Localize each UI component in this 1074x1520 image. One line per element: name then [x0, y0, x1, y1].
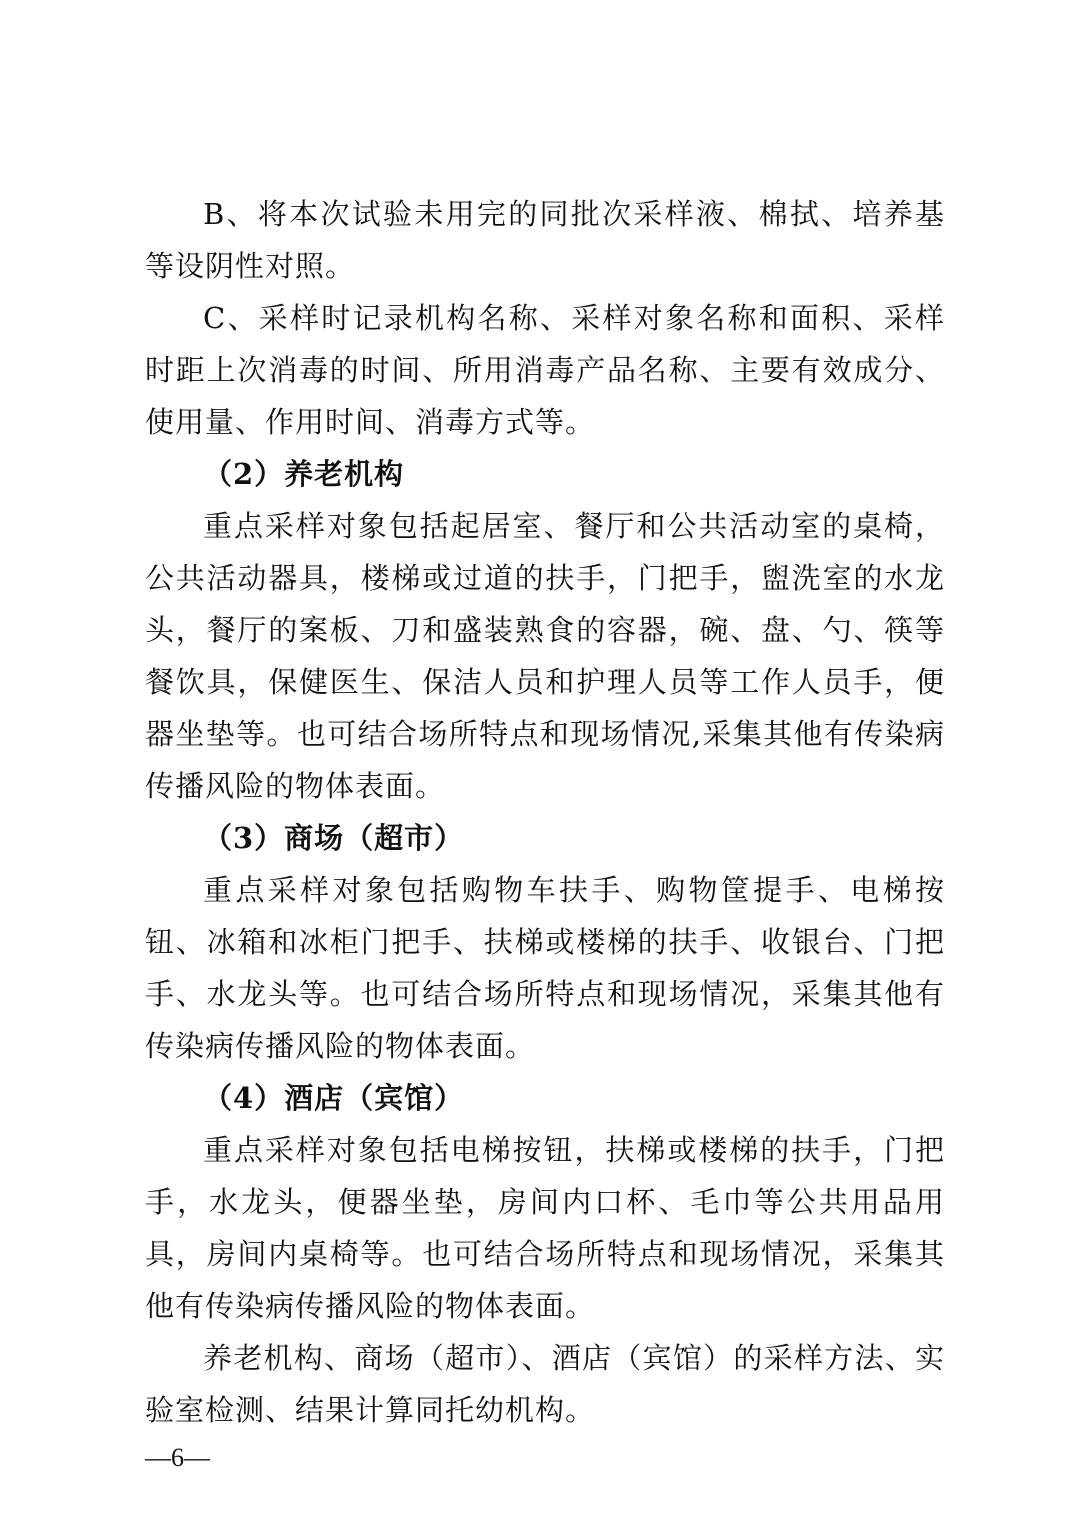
document-body [145, 188, 945, 1436]
page-number: —6— [145, 1443, 210, 1472]
paragraph-c-sampling-record: C、采样时记录机构名称、采样对象名称和面积、采样时距上次消毒的时间、所用消毒产品名称、主要有效成分、使用量、作用时间、消毒方式等。 [145, 301, 945, 439]
paragraph-elderly-care-objects: 重点采样对象包括起居室、餐厅和公共活动室的桌椅，公共活动器具，楼梯或过道的扶手，门把手，盥洗室的水龙头，餐厅的案板、刀和盛装熟食的容器，碗、盘、勺、筷等餐饮具，保健医生、保洁人员和护理人员等工作人员手，便器坐垫等。也可结合场所特点和现场情况,采集其他有传染病传播风险的物体表面。 [145, 509, 945, 803]
section-heading-hotel: （4）酒店（宾馆） [203, 1081, 465, 1115]
paragraph-b-negative-control: B、将本次试验未用完的同批次采样液、棉拭、培养基等设阴性对照。 [145, 197, 945, 283]
section-heading-shopping-mall: （3）商场（超市） [203, 821, 465, 855]
paragraph-methods-summary: 养老机构、商场（超市）、酒店（宾馆）的采样方法、实验室检测、结果计算同托幼机构。 [145, 1341, 945, 1427]
paragraph-shopping-mall-objects: 重点采样对象包括购物车扶手、购物筐提手、电梯按钮、冰箱和冰柜门把手、扶梯或楼梯的扶手、收银台、门把手、水龙头等。也可结合场所特点和现场情况，采集其他有传染病传播风险的物体表面。 [145, 873, 945, 1063]
paragraph-hotel-objects: 重点采样对象包括电梯按钮，扶梯或楼梯的扶手，门把手，水龙头，便器坐垫，房间内口杯、毛巾等公共用品用具，房间内桌椅等。也可结合场所特点和现场情况，采集其他有传染病传播风险的物体表面。 [145, 1133, 945, 1323]
section-heading-elderly-care: （2）养老机构 [203, 457, 405, 491]
